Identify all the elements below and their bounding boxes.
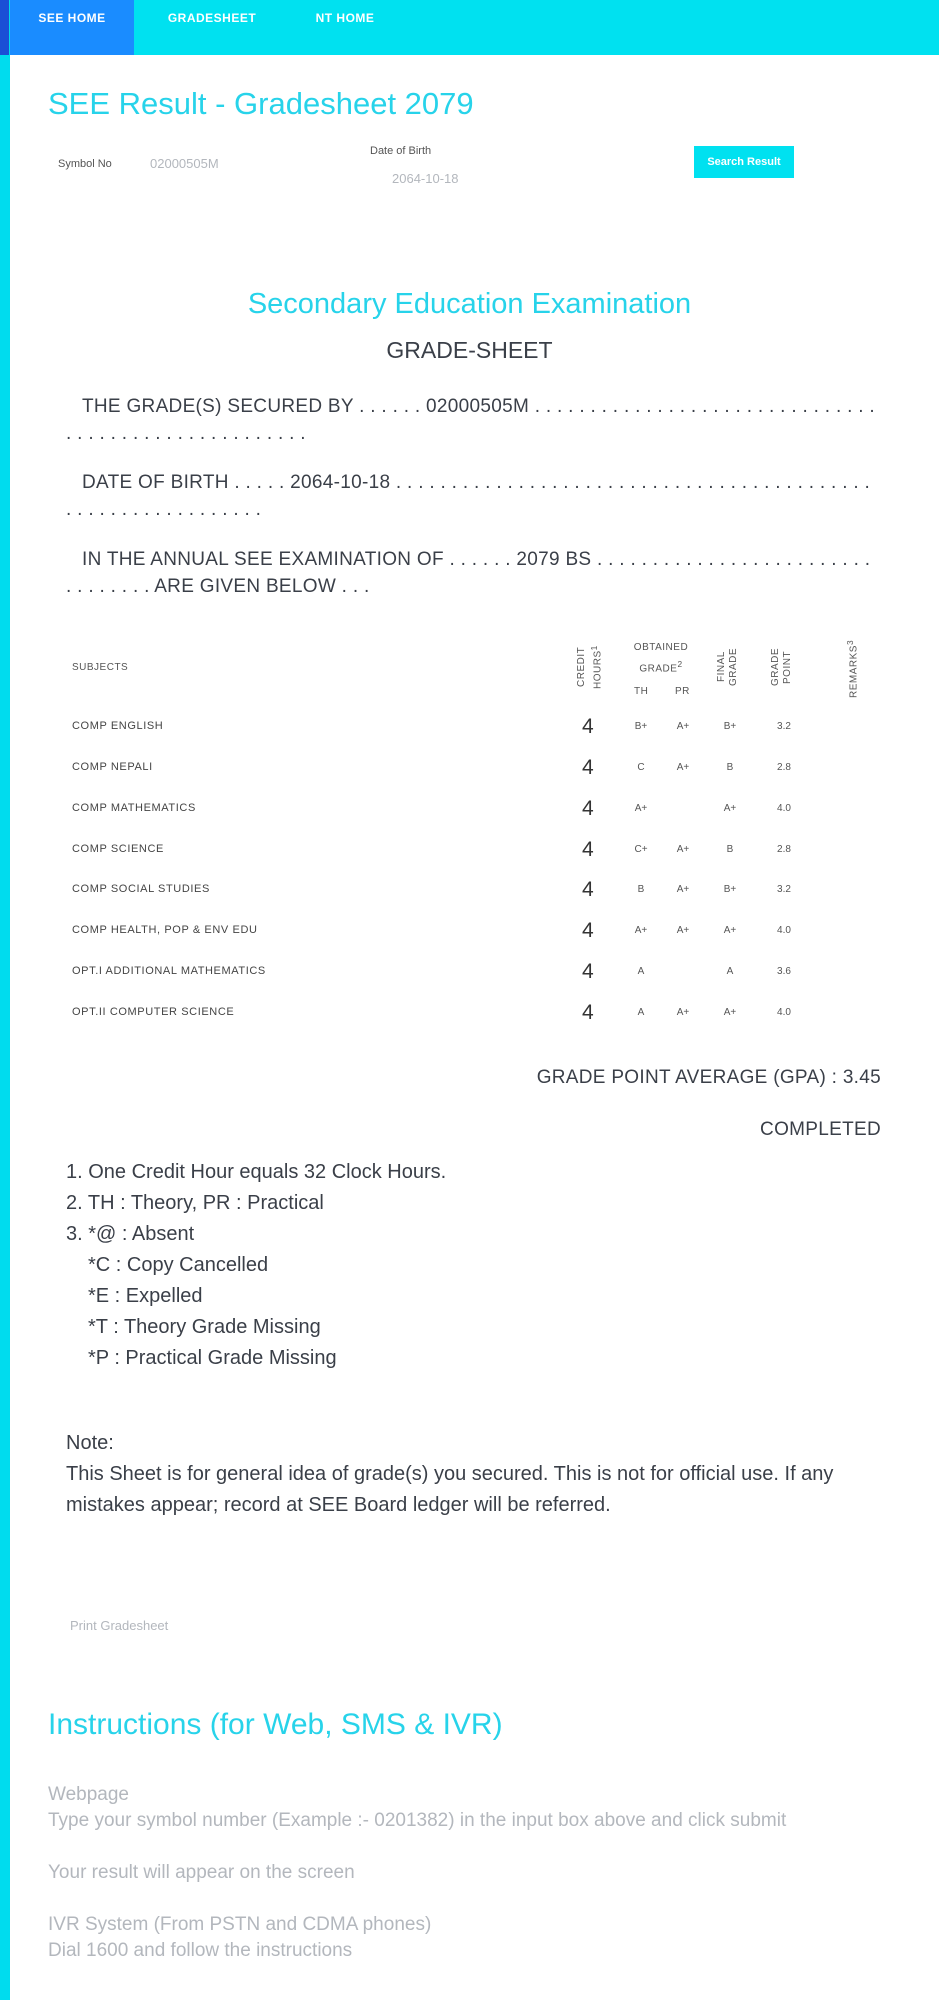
final-grade: A [726,966,734,977]
gpa-value: GRADE POINT AVERAGE (GPA) : 3.45 [536,1067,881,1088]
footnote-item: *T : Theory Grade Missing [88,1316,321,1338]
dob-line: DATE OF BIRTH . . . . . 2064-10-18 . . . . . . . . . . . . . . . . . . . . . . . . . . . . . . . . . . . . . . . . . . . . . . . . . . . . . . . . . . . . . [66,472,871,520]
subject-name: OPT.II COMPUTER SCIENCE [72,1006,235,1018]
footnote-item: 3. *@ : Absent [66,1223,195,1245]
instructions-web-heading: Webpage [48,1784,129,1805]
th-grade: A [637,966,645,977]
instructions-ivr-heading: IVR System (From PSTN and CDMA phones) [48,1914,432,1935]
page-title: SEE Result - Gradesheet 2079 [48,86,474,121]
final-grade: B+ [723,721,737,732]
table-row [0,756,939,786]
subject-name: COMP HEALTH, POP & ENV EDU [72,924,258,936]
gradesheet-heading: GRADE-SHEET [386,337,553,363]
grade-point: 3.6 [777,966,791,977]
credit-hours: 4 [582,878,594,901]
col-final-grade: FINAL GRADE [716,647,739,687]
table-row [0,960,939,990]
table-row [0,797,939,827]
footnote-item: *P : Practical Grade Missing [88,1347,337,1369]
th-grade: A [637,1007,645,1018]
instructions-web-line2: Your result will appear on the screen [48,1862,355,1883]
nav-gradesheet[interactable]: GRADESHEET [167,11,257,25]
th-grade: B+ [634,721,648,732]
note-label: Note: [66,1432,114,1454]
pr-grade: A+ [676,884,690,895]
col-subjects: SUBJECTS [72,662,129,673]
footnote-item: 2. TH : Theory, PR : Practical [66,1192,324,1214]
nav-nt-home[interactable]: NT HOME [315,11,375,25]
subject-name: OPT.I ADDITIONAL MATHEMATICS [72,965,266,977]
search-result-button[interactable]: Search Result [694,146,794,178]
credit-hours: 4 [582,756,594,779]
footnote-item: 1. One Credit Hour equals 32 Clock Hours. [66,1161,447,1183]
final-grade: B [726,762,734,773]
grade-point: 4.0 [777,925,791,936]
result-status: COMPLETED [760,1119,881,1140]
final-grade: A+ [723,925,737,936]
col-remarks: REMARKS$^3$ [845,639,860,699]
table-row [0,838,939,868]
final-grade: B+ [723,884,737,895]
footnote-item: *C : Copy Cancelled [88,1254,269,1276]
final-grade: B [726,844,734,855]
credit-hours: 4 [582,960,594,983]
dob-input[interactable]: 2064-10-18 [392,171,459,186]
exam-line: IN THE ANNUAL SEE EXAMINATION OF . . . . . . 2079 BS . . . . . . . . . . . . . . . . . . . . . . . . . . . . . . . . . ARE GIVEN BELOW . . . [66,549,871,597]
print-gradesheet-link[interactable]: Print Gradesheet [70,1618,169,1633]
nav-see-home[interactable]: SEE HOME [10,0,134,55]
left-accent-dark [0,0,9,55]
subject-name: COMP NEPALI [72,761,153,773]
table-row [0,715,939,745]
subject-name: COMP SCIENCE [72,843,164,855]
col-pr: PR [675,686,690,697]
instructions-ivr-line1: Dial 1600 and follow the instructions [48,1940,353,1961]
credit-hours: 4 [582,715,594,738]
credit-hours: 4 [582,797,594,820]
grade-point: 4.0 [777,1007,791,1018]
instructions-title: Instructions (for Web, SMS & IVR) [48,1708,503,1741]
pr-grade: A+ [676,1007,690,1018]
note-text: This Sheet is for general idea of grade(s) you secured. This is not for official use. If any mistakes appear; record at SEE Board ledger will be referred. [66,1463,834,1516]
pr-grade: A+ [676,762,690,773]
th-grade: C+ [634,844,648,855]
pr-grade: A+ [676,844,690,855]
table-row [0,878,939,908]
grade-point: 2.8 [777,762,791,773]
th-grade: A+ [634,803,648,814]
top-nav [10,0,939,55]
final-grade: A+ [723,803,737,814]
subject-name: COMP ENGLISH [72,720,164,732]
credit-hours: 4 [582,919,594,942]
pr-grade: A+ [676,721,690,732]
instructions-web-line1: Type your symbol number (Example :- 0201382) in the input box above and click submit [48,1810,787,1831]
grade-point: 3.2 [777,884,791,895]
th-grade: A+ [634,925,648,936]
symbol-input[interactable]: 02000505M [150,156,219,171]
col-grade-point: GRADE POINT [770,647,793,687]
th-grade: B [637,884,645,895]
grade-point: 4.0 [777,803,791,814]
footnotes [66,1157,446,1374]
symbol-label: Symbol No [58,158,112,170]
th-grade: C [637,762,645,773]
grade-point: 3.2 [777,721,791,732]
exam-heading: Secondary Education Examination [247,288,692,320]
grade-point: 2.8 [777,844,791,855]
pr-grade: A+ [676,925,690,936]
credit-hours: 4 [582,1001,594,1024]
col-obtained-grade: OBTAINED GRADE$^2$ [633,642,689,675]
subject-name: COMP SOCIAL STUDIES [72,883,210,895]
final-grade: A+ [723,1007,737,1018]
secured-by-line: THE GRADE(S) SECURED BY . . . . . . 02000505M . . . . . . . . . . . . . . . . . . . . . . . . . . . . . . . . . . . . . . . . . . . . . . . . . . . . . [66,396,876,444]
col-th: TH [634,686,649,697]
table-row [0,919,939,949]
subject-name: COMP MATHEMATICS [72,802,196,814]
table-row [0,1001,939,1031]
col-credit-hours: CREDIT HOURS$^1$ [576,645,604,689]
dob-label: Date of Birth [370,145,432,157]
footnote-item: *E : Expelled [88,1285,203,1307]
credit-hours: 4 [582,838,594,861]
